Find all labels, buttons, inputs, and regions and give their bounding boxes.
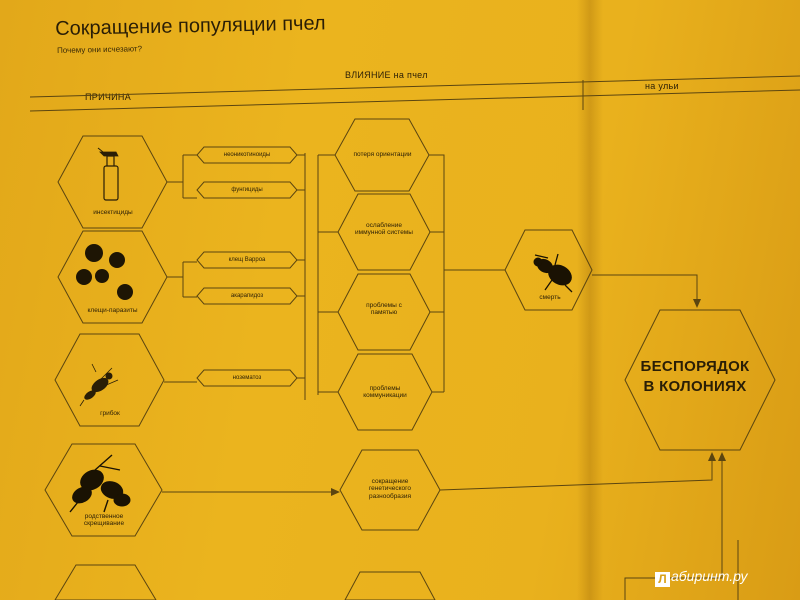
box-neonicotinoids-label: неоникотиноиды — [223, 152, 271, 158]
result-label — [620, 357, 770, 396]
cause-breeding-label: родственное скрещивание — [83, 513, 125, 528]
header-rule-top — [30, 76, 800, 97]
box-acarapidosis-label: акарапидоз — [230, 293, 264, 299]
effect-communication-label: проблемы коммуникации — [363, 385, 407, 400]
effect-memory-label: проблемы с памятью — [366, 302, 402, 317]
connector-insecticides — [167, 155, 197, 198]
effect-orientation-label: потеря ориентации — [353, 151, 412, 158]
bee-pair-icon — [70, 455, 130, 512]
hex-cause-partial — [55, 565, 156, 600]
spray-bottle-icon — [98, 148, 118, 200]
connector-death-result — [592, 275, 697, 305]
cause-fungi-label: грибок — [100, 410, 120, 417]
cause-insecticides-label: инсектициды — [93, 209, 133, 216]
fungus-bee-icon — [80, 364, 118, 406]
header-cause: ПРИЧИНА — [85, 92, 132, 102]
connector-parasites — [167, 262, 197, 297]
labirint-logo-icon: Л — [655, 572, 670, 587]
connector-bus-effects — [318, 155, 338, 392]
watermark-text: абиринт.ру — [671, 568, 748, 584]
effect-immunity-label: ослабление иммунной системы — [355, 222, 413, 237]
effect-diversity-label: сокращение генетического разнообразия — [368, 478, 412, 500]
connector-effects-death — [429, 155, 505, 392]
page-subtitle: Почему они исчезают? — [57, 44, 143, 55]
mites-icon — [76, 244, 133, 300]
hex-effect-partial — [345, 572, 435, 600]
cause-parasites-label: клещи-паразиты — [87, 307, 138, 314]
dead-bee-icon — [534, 254, 575, 292]
page-title: Сокращение популяции пчел — [55, 12, 326, 40]
header-hives: на ульи — [645, 81, 679, 91]
death-label: смерть — [539, 294, 561, 301]
labirint-watermark — [655, 568, 747, 587]
box-nosematosis-label: нозематоз — [232, 375, 262, 381]
header-rule-bottom — [30, 90, 800, 111]
box-fungicides-label: фунгициды — [231, 187, 263, 193]
box-varroa-label: клещ Варроа — [228, 257, 266, 263]
header-influence: ВЛИЯНИЕ на пчел — [345, 70, 428, 80]
result-label-line1: БЕСПОРЯДОК — [640, 358, 750, 375]
connector-diversity-result — [440, 455, 712, 490]
result-label-line2: В КОЛОНИЯХ — [643, 377, 747, 395]
